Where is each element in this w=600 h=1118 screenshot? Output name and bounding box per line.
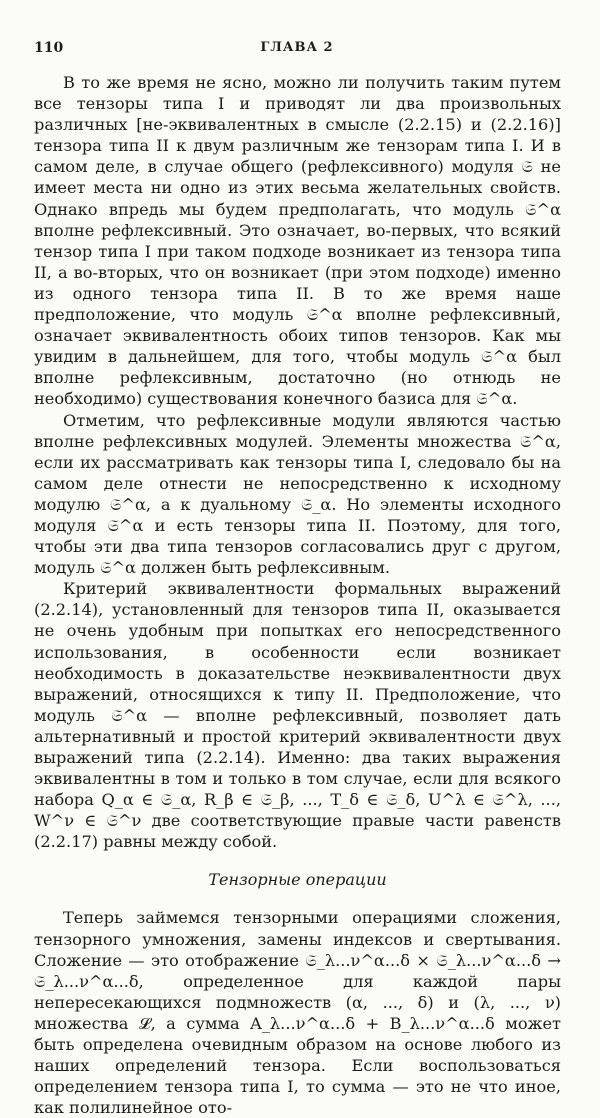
paragraph-2: Отметим, что рефлексивные модули являются частью вполне рефлексивных модулей. Элементы множества 𝔖^α, если их рассматривать как тензоры типа I, следовало бы на самом деле отнести не непосредственно к исходному модулю 𝔖^α, а к дуальному 𝔖_α. Но элементы исходного модуля 𝔖^α и есть тензоры типа II. Поэтому, для того, чтобы эти два типа тензоров согласовались друг с другом, модуль 𝔖^α должен быть рефлексивным. — [34, 410, 561, 578]
page-number: 110 — [34, 40, 64, 56]
paragraph-4: Теперь займемся тензорными операциями сложения, тензорного умножения, замены индексов и свертывания. Сложение — это отображение 𝔖_λ...ν^α...δ × 𝔖_λ...ν^α...δ → 𝔖_λ...ν^α...δ, определенное для каждой пары непересекающихся подмножеств (α, ..., δ) и (λ, ..., ν) множества 𝓛, а сумма A_λ...ν^α...δ + B_λ...ν^α...δ может быть определена очевидным образом на основе любого из наших определений тензора. Если воспользоваться определением тензора типа I, то сумма — это не что иное, как полилинейное ото- — [34, 908, 561, 1118]
paragraph-3: Критерий эквивалентности формальных выражений (2.2.14), установленный для тензоров типа II, оказывается не очень удобным при попытках его непосредственного использования, в особенности если возникает необходимость в доказательстве неэквивалентности двух выражений, относящихся к типу II. Предположение, что модуль 𝔖^α — вполне рефлексивный, позволяет дать альтернативный и простой критерий эквивалентности двух выражений типа (2.2.14). Именно: два таких выражения эквивалентны в том и только в том случае, если для всякого набора Q_α ∈ 𝔖_α, R_β ∈ 𝔖_β, ..., T_δ ∈ 𝔖_δ, U^λ ∈ 𝔖^λ, ..., W^ν ∈ 𝔖^ν две соответствующие правые части равенств (2.2.17) равны между собой. — [34, 579, 561, 852]
chapter-title: ГЛАВА 2 — [260, 40, 334, 55]
running-head — [34, 40, 560, 58]
section-title: Тензорные операции — [208, 870, 387, 890]
page-body — [34, 72, 561, 1118]
paragraph-1: В то же время не ясно, можно ли получить таким путем все тензоры типа I и приводят ли два произвольных различных [не-эквивалентных в смысле (2.2.15) и (2.2.16)] тензора типа II к двум различным же тензорам типа I. И в самом деле, в случае общего (рефлексивного) модуля 𝔖 не имеет места ни одно из этих весьма желательных свойств. Однако впредь мы будем предполагать, что модуль 𝔖^α вполне рефлексивный. Это означает, во-первых, что всякий тензор типа I при таком подходе возникает из тензора типа II, а во-вторых, что он возникает (при этом подходе) именно из одного тензора типа II. В то же время наше предположение, что модуль 𝔖^α вполне рефлексивный, означает эквивалентность обоих типов тензоров. Как мы увидим в дальнейшем, для того, чтобы модуль 𝔖^α был вполне рефлексивным, достаточно (но отнюдь не необходимо) существования конечного базиса для 𝔖^α. — [34, 73, 561, 409]
